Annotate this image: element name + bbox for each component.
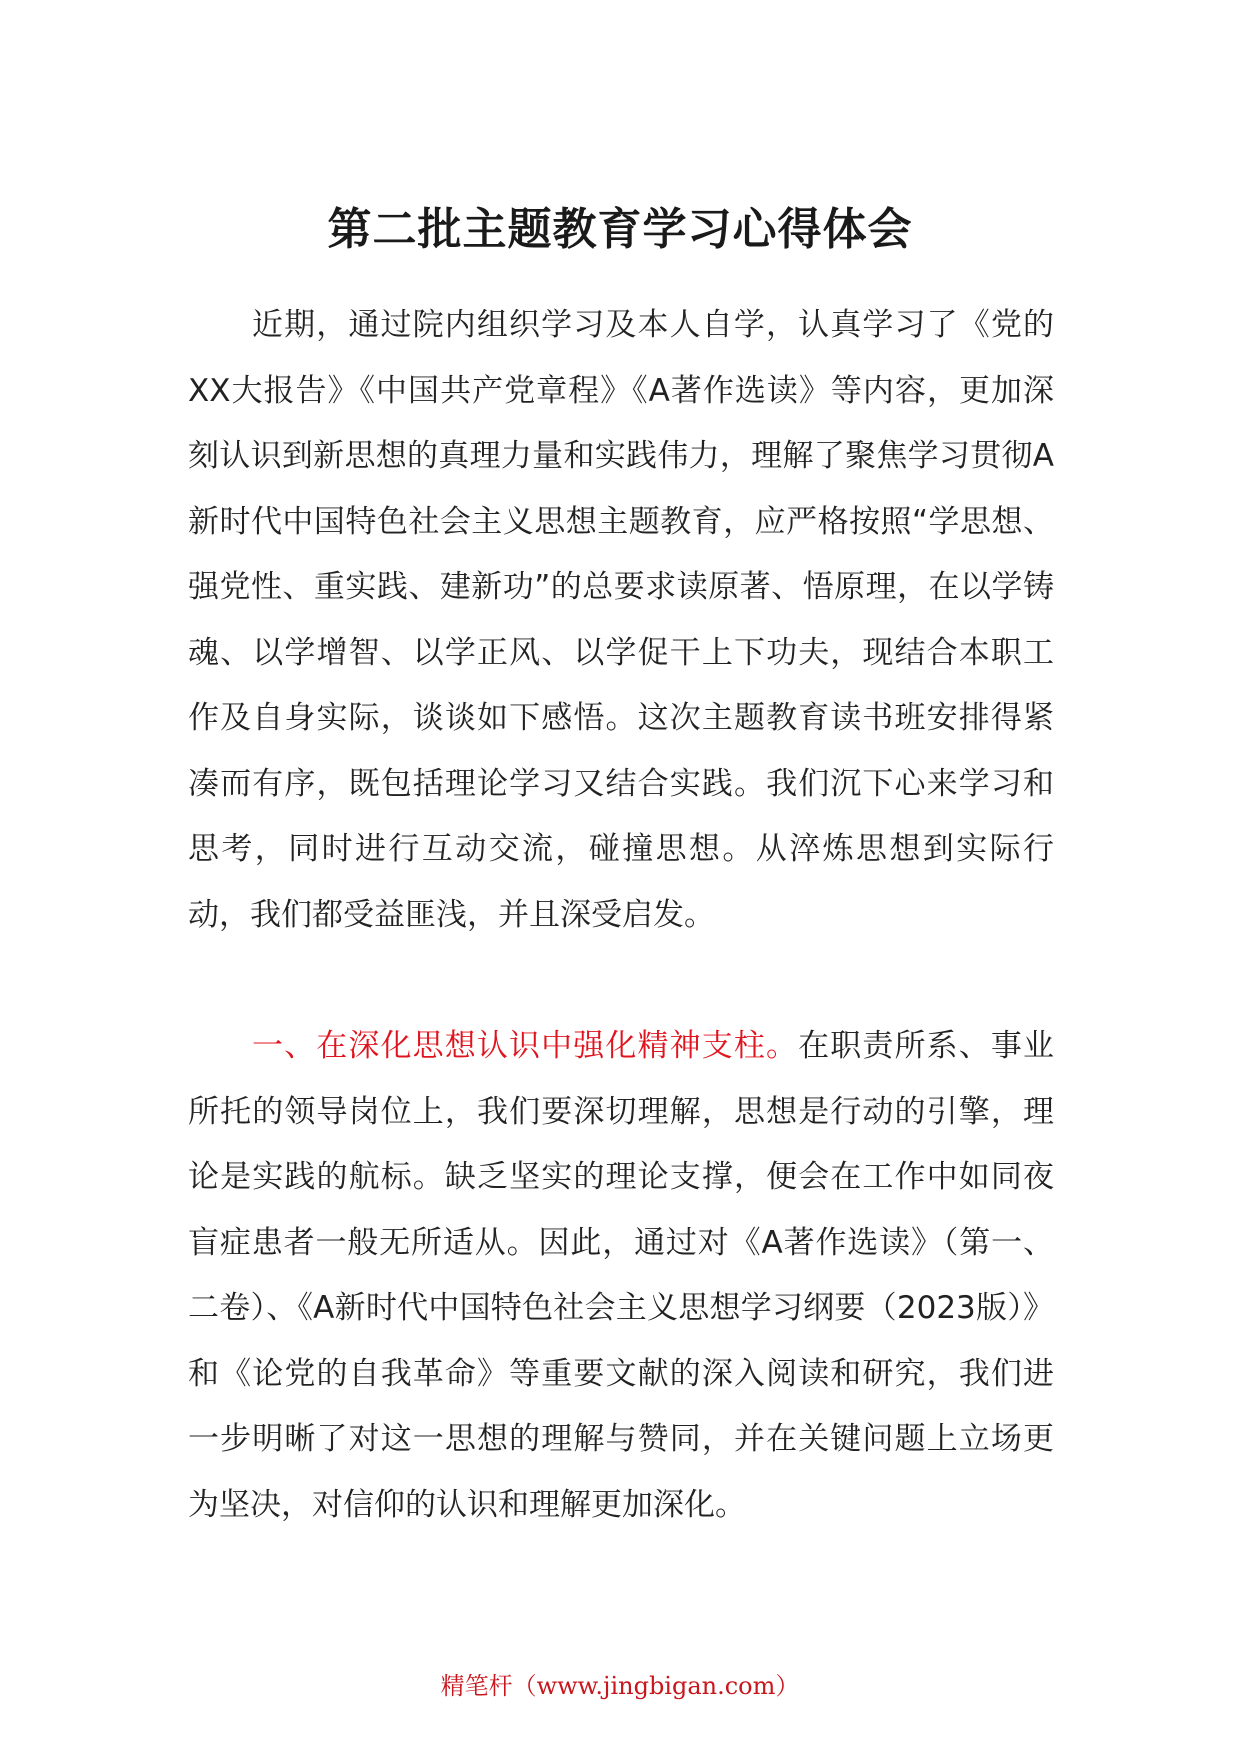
section-one-body: 在职责所系、事业所托的领导岗位上，我们要深切理解，思想是行动的引擎，理论是实践的航标。缺乏坚实的理论支撑，便会在工作中如同夜盲症患者一般无所适从。因此，通过对《A著作选读》（第一、二卷）、《A新时代中国特色社会主义思想学习纲要（2023版）》和《论党的自我革命》等重要文献的深入阅读和研究，我们进一步明晰了对这一思想的理解与赞同，并在关键问题上立场更为坚决，对信仰的认识和理解更加深化。 [188,1028,1054,1523]
paragraph-section-one [188,1014,1054,1538]
footer-watermark-text: 精笔杆（www.jingbigan.com） [440,1672,800,1700]
paragraph-intro: 近期，通过院内组织学习及本人自学，认真学习了《党的XX大报告》《中国共产党章程》《A著作选读》等内容，更加深刻认识到新思想的真理力量和实践伟力，理解了聚焦学习贯彻A新时代中国特色社会主义思想主题教育，应严格按照“学思想、强党性、重实践、建新功”的总要求读原著、悟原理，在以学铸魂、以学增智、以学正风、以学促干上下功夫，现结合本职工作及自身实际，谈谈如下感悟。这次主题教育读书班安排得紧凑而有序，既包括理论学习又结合实践。我们沉下心来学习和思考，同时进行互动交流，碰撞思想。从淬炼思想到实际行动，我们都受益匪浅，并且深受启发。 [188,307,1054,933]
document-title: 第二批主题教育学习心得体会 [327,204,913,255]
section-one-heading: 一、在深化思想认识中强化精神支柱。 [252,1028,799,1064]
